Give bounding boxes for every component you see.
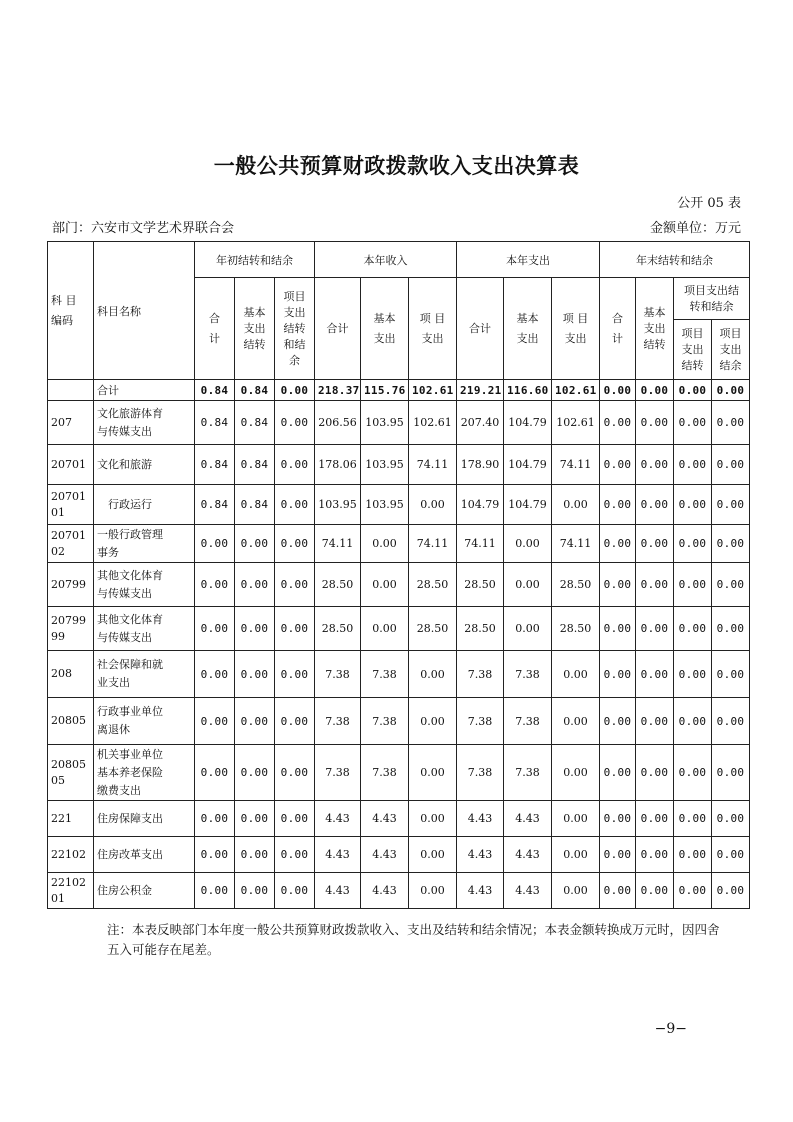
row-code-cell: 20701 02	[48, 525, 94, 563]
row-value-cell: 7.38	[457, 698, 504, 745]
row-value-cell: 0.00	[409, 485, 457, 525]
page-number: −9−	[654, 1021, 687, 1037]
table-row	[48, 401, 750, 445]
row-value-cell: 0.84	[235, 485, 275, 525]
row-value-cell: 0.00	[712, 401, 750, 445]
row-value-cell: 7.38	[315, 651, 361, 698]
row-value-cell: 28.50	[552, 607, 600, 651]
row-value-cell: 0.00	[235, 745, 275, 801]
table-row	[48, 485, 750, 525]
row-code-cell: 20805 05	[48, 745, 94, 801]
row-value-cell: 178.06	[315, 445, 361, 485]
row-value-cell: 0.00	[712, 525, 750, 563]
row-value-cell: 0.00	[674, 525, 712, 563]
row-value-cell: 7.38	[315, 745, 361, 801]
row-value-cell: 4.43	[315, 837, 361, 873]
row-value-cell: 104.79	[504, 445, 552, 485]
row-value-cell: 0.00	[636, 525, 674, 563]
row-value-cell: 0.00	[235, 607, 275, 651]
header-income-total: 合计	[315, 278, 361, 380]
row-value-cell: 74.11	[409, 445, 457, 485]
row-value-cell: 0.00	[504, 525, 552, 563]
table-row	[48, 651, 750, 698]
row-value-cell: 0.00	[600, 837, 636, 873]
row-value-cell: 103.95	[361, 445, 409, 485]
row-value-cell: 0.00	[235, 563, 275, 607]
row-value-cell: 0.00	[552, 873, 600, 909]
row-value-cell: 0.00	[275, 801, 315, 837]
table-row	[48, 745, 750, 801]
row-value-cell: 0.00	[636, 651, 674, 698]
row-value-cell: 0.00	[361, 563, 409, 607]
row-code-cell: 20805	[48, 698, 94, 745]
row-value-cell: 0.00	[674, 698, 712, 745]
total-code-cell	[48, 380, 94, 401]
row-value-cell: 0.00	[674, 837, 712, 873]
row-value-cell: 0.00	[195, 801, 235, 837]
row-value-cell: 0.00	[235, 801, 275, 837]
row-value-cell: 0.00	[361, 525, 409, 563]
row-name-cell: 行政运行	[94, 485, 195, 525]
total-value-cell: 218.37	[315, 380, 361, 401]
total-value-cell: 116.60	[504, 380, 552, 401]
row-value-cell: 0.00	[552, 801, 600, 837]
header-group-begin: 年初结转和结余	[195, 242, 315, 278]
row-value-cell: 0.00	[235, 651, 275, 698]
row-value-cell: 0.00	[504, 563, 552, 607]
total-value-cell: 219.21	[457, 380, 504, 401]
row-value-cell: 4.43	[457, 837, 504, 873]
header-expense-basic: 基本 支出	[504, 278, 552, 380]
row-value-cell: 0.00	[275, 485, 315, 525]
row-value-cell: 0.00	[636, 873, 674, 909]
row-value-cell: 4.43	[361, 837, 409, 873]
row-value-cell: 0.00	[636, 401, 674, 445]
row-value-cell: 0.00	[600, 651, 636, 698]
row-value-cell: 0.00	[674, 651, 712, 698]
row-name-cell: 住房公积金	[94, 873, 195, 909]
row-value-cell: 0.00	[636, 837, 674, 873]
row-value-cell: 0.84	[235, 445, 275, 485]
row-code-cell: 20799	[48, 563, 94, 607]
row-value-cell: 0.00	[600, 401, 636, 445]
row-value-cell: 102.61	[552, 401, 600, 445]
row-value-cell: 0.00	[636, 485, 674, 525]
unit-label: 金额单位：万元	[649, 221, 741, 236]
row-value-cell: 0.00	[409, 651, 457, 698]
header-name: 科目名称	[94, 242, 195, 380]
row-value-cell: 7.38	[315, 698, 361, 745]
row-value-cell: 0.00	[275, 873, 315, 909]
row-value-cell: 0.00	[552, 485, 600, 525]
row-value-cell: 0.00	[235, 873, 275, 909]
row-value-cell: 0.00	[235, 525, 275, 563]
row-value-cell: 0.00	[361, 607, 409, 651]
row-name-cell: 社会保障和就 业支出	[94, 651, 195, 698]
row-value-cell: 0.00	[636, 445, 674, 485]
row-value-cell: 0.00	[636, 801, 674, 837]
department-label: 部门：六安市文学艺术界联合会	[52, 221, 235, 236]
row-value-cell: 7.38	[457, 651, 504, 698]
row-name-cell: 机关事业单位 基本养老保险 缴费支出	[94, 745, 195, 801]
row-value-cell: 0.00	[409, 837, 457, 873]
header-begin-basic: 基本 支出 结转	[235, 278, 275, 380]
row-code-cell: 221	[48, 801, 94, 837]
row-value-cell: 0.00	[674, 607, 712, 651]
row-value-cell: 74.11	[457, 525, 504, 563]
row-value-cell: 0.00	[600, 801, 636, 837]
row-value-cell: 0.00	[600, 698, 636, 745]
row-value-cell: 0.00	[195, 563, 235, 607]
total-name-cell: 合计	[94, 380, 195, 401]
row-value-cell: 0.00	[275, 837, 315, 873]
row-value-cell: 0.00	[636, 607, 674, 651]
row-value-cell: 0.00	[195, 745, 235, 801]
row-name-cell: 住房改革支出	[94, 837, 195, 873]
header-expense-total: 合计	[457, 278, 504, 380]
row-value-cell: 104.79	[457, 485, 504, 525]
row-value-cell: 0.00	[195, 607, 235, 651]
row-value-cell: 0.00	[600, 563, 636, 607]
row-value-cell: 4.43	[457, 873, 504, 909]
row-value-cell: 28.50	[457, 563, 504, 607]
row-value-cell: 0.00	[712, 698, 750, 745]
row-value-cell: 28.50	[315, 563, 361, 607]
row-value-cell: 28.50	[409, 563, 457, 607]
row-value-cell: 102.61	[409, 401, 457, 445]
table-row	[48, 837, 750, 873]
row-value-cell: 28.50	[315, 607, 361, 651]
row-value-cell: 0.00	[275, 698, 315, 745]
table-row	[48, 801, 750, 837]
row-value-cell: 4.43	[504, 837, 552, 873]
row-value-cell: 104.79	[504, 485, 552, 525]
row-value-cell: 0.00	[712, 837, 750, 873]
row-value-cell: 4.43	[504, 801, 552, 837]
total-value-cell: 0.84	[235, 380, 275, 401]
row-value-cell: 0.00	[275, 607, 315, 651]
table-row	[48, 698, 750, 745]
row-code-cell: 20799 99	[48, 607, 94, 651]
row-value-cell: 0.84	[195, 485, 235, 525]
row-value-cell: 206.56	[315, 401, 361, 445]
header-income-basic: 基本 支出	[361, 278, 409, 380]
row-value-cell: 0.00	[674, 873, 712, 909]
row-value-cell: 0.00	[195, 873, 235, 909]
row-value-cell: 103.95	[315, 485, 361, 525]
row-value-cell: 4.43	[315, 801, 361, 837]
row-value-cell: 0.00	[600, 745, 636, 801]
row-value-cell: 0.00	[275, 563, 315, 607]
row-value-cell: 0.00	[195, 837, 235, 873]
header-group-end: 年末结转和结余	[600, 242, 750, 278]
header-begin-project: 项目 支出 结转 和结 余	[275, 278, 315, 380]
row-value-cell: 7.38	[504, 698, 552, 745]
row-value-cell: 104.79	[504, 401, 552, 445]
row-value-cell: 7.38	[504, 745, 552, 801]
total-value-cell: 0.00	[275, 380, 315, 401]
row-value-cell: 0.00	[409, 698, 457, 745]
row-value-cell: 0.00	[712, 873, 750, 909]
row-value-cell: 0.00	[275, 401, 315, 445]
header-code: 科 目 编码	[48, 242, 94, 380]
row-value-cell: 28.50	[552, 563, 600, 607]
total-value-cell: 0.00	[674, 380, 712, 401]
row-value-cell: 28.50	[457, 607, 504, 651]
header-end-project-group: 项目支出结 转和结余	[674, 278, 750, 320]
total-value-cell: 0.00	[636, 380, 674, 401]
row-code-cell: 20701 01	[48, 485, 94, 525]
row-value-cell: 74.11	[552, 525, 600, 563]
row-value-cell: 0.00	[712, 745, 750, 801]
row-value-cell: 0.00	[674, 445, 712, 485]
form-code: 公开 05 表	[677, 196, 741, 211]
header-end-total: 合 计	[600, 278, 636, 380]
row-value-cell: 74.11	[315, 525, 361, 563]
row-value-cell: 0.00	[275, 745, 315, 801]
footnote: 注：本表反映部门本年度一般公共预算财政拨款收入、支出及结转和结余情况；本表金额转换成万元时，因四舍五入可能存在尾差。	[107, 922, 720, 957]
total-value-cell: 0.84	[195, 380, 235, 401]
row-value-cell: 207.40	[457, 401, 504, 445]
row-value-cell: 103.95	[361, 485, 409, 525]
header-group-income: 本年收入	[315, 242, 457, 278]
row-value-cell: 0.00	[600, 485, 636, 525]
row-value-cell: 0.00	[636, 698, 674, 745]
row-value-cell: 103.95	[361, 401, 409, 445]
row-value-cell: 0.00	[712, 651, 750, 698]
row-value-cell: 0.00	[636, 563, 674, 607]
header-end-project-balance: 项目 支出 结余	[712, 320, 750, 380]
row-value-cell: 178.90	[457, 445, 504, 485]
row-value-cell: 0.00	[195, 698, 235, 745]
row-value-cell: 74.11	[409, 525, 457, 563]
row-value-cell: 0.00	[552, 698, 600, 745]
header-end-basic: 基本 支出 结转	[636, 278, 674, 380]
row-code-cell: 20701	[48, 445, 94, 485]
row-value-cell: 74.11	[552, 445, 600, 485]
row-value-cell: 0.00	[409, 745, 457, 801]
row-name-cell: 住房保障支出	[94, 801, 195, 837]
page-title: 一般公共预算财政拨款收入支出决算表	[213, 153, 580, 178]
row-name-cell: 其他文化体育 与传媒支出	[94, 607, 195, 651]
row-value-cell: 0.00	[674, 401, 712, 445]
row-value-cell: 0.00	[504, 607, 552, 651]
row-value-cell: 4.43	[504, 873, 552, 909]
row-value-cell: 0.00	[674, 563, 712, 607]
table-row	[48, 873, 750, 909]
header-group-expense: 本年支出	[457, 242, 600, 278]
header-income-project: 项 目 支出	[409, 278, 457, 380]
row-value-cell: 0.00	[600, 607, 636, 651]
row-value-cell: 7.38	[457, 745, 504, 801]
header-expense-project: 项 目 支出	[552, 278, 600, 380]
row-code-cell: 22102 01	[48, 873, 94, 909]
row-name-cell: 其他文化体育 与传媒支出	[94, 563, 195, 607]
table-row-total	[48, 380, 750, 401]
row-value-cell: 0.00	[275, 445, 315, 485]
total-value-cell: 102.61	[409, 380, 457, 401]
row-value-cell: 0.84	[195, 445, 235, 485]
table-row	[48, 563, 750, 607]
row-code-cell: 207	[48, 401, 94, 445]
row-value-cell: 0.00	[712, 563, 750, 607]
row-value-cell: 0.00	[235, 837, 275, 873]
row-value-cell: 0.84	[235, 401, 275, 445]
row-value-cell: 4.43	[361, 873, 409, 909]
row-value-cell: 7.38	[504, 651, 552, 698]
table-row	[48, 445, 750, 485]
total-value-cell: 0.00	[712, 380, 750, 401]
row-value-cell: 0.84	[195, 401, 235, 445]
row-name-cell: 文化旅游体育 与传媒支出	[94, 401, 195, 445]
row-value-cell: 0.00	[712, 607, 750, 651]
table-row	[48, 525, 750, 563]
row-value-cell: 0.00	[552, 837, 600, 873]
row-value-cell: 0.00	[600, 525, 636, 563]
row-name-cell: 文化和旅游	[94, 445, 195, 485]
row-value-cell: 4.43	[361, 801, 409, 837]
row-value-cell: 7.38	[361, 745, 409, 801]
row-value-cell: 0.00	[712, 801, 750, 837]
row-value-cell: 7.38	[361, 698, 409, 745]
row-value-cell: 0.00	[409, 873, 457, 909]
total-value-cell: 115.76	[361, 380, 409, 401]
row-value-cell: 0.00	[275, 651, 315, 698]
row-value-cell: 0.00	[409, 801, 457, 837]
row-value-cell: 0.00	[195, 525, 235, 563]
row-value-cell: 28.50	[409, 607, 457, 651]
row-value-cell: 0.00	[235, 698, 275, 745]
row-value-cell: 0.00	[674, 745, 712, 801]
row-value-cell: 4.43	[315, 873, 361, 909]
row-value-cell: 0.00	[674, 485, 712, 525]
row-value-cell: 0.00	[712, 485, 750, 525]
row-value-cell: 0.00	[195, 651, 235, 698]
total-value-cell: 0.00	[600, 380, 636, 401]
table-row	[48, 607, 750, 651]
row-value-cell: 0.00	[275, 525, 315, 563]
row-value-cell: 0.00	[636, 745, 674, 801]
row-value-cell: 0.00	[600, 445, 636, 485]
row-value-cell: 0.00	[600, 873, 636, 909]
row-value-cell: 4.43	[457, 801, 504, 837]
row-value-cell: 0.00	[552, 745, 600, 801]
header-begin-total: 合 计	[195, 278, 235, 380]
total-value-cell: 102.61	[552, 380, 600, 401]
header-end-project-carry: 项目 支出 结转	[674, 320, 712, 380]
row-value-cell: 0.00	[712, 445, 750, 485]
row-name-cell: 一般行政管理 事务	[94, 525, 195, 563]
budget-table	[47, 241, 750, 909]
row-value-cell: 0.00	[674, 801, 712, 837]
row-code-cell: 22102	[48, 837, 94, 873]
row-code-cell: 208	[48, 651, 94, 698]
row-value-cell: 0.00	[552, 651, 600, 698]
row-name-cell: 行政事业单位 离退休	[94, 698, 195, 745]
row-value-cell: 7.38	[361, 651, 409, 698]
